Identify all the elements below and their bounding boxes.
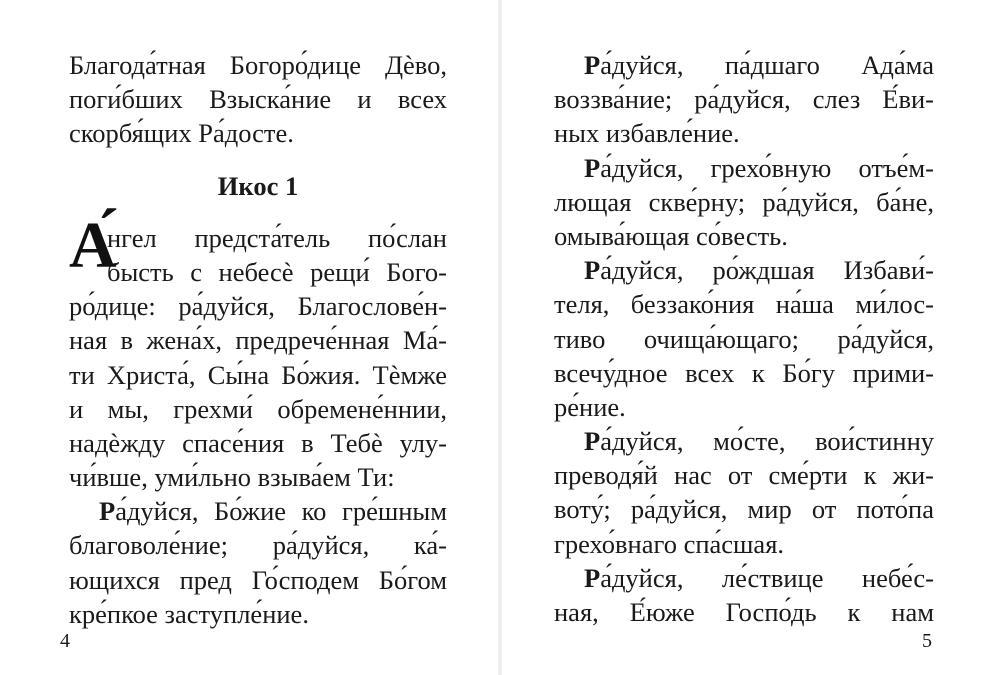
page-number-left: 4 (60, 630, 70, 652)
paragraph-line: грехо́внаго спа́сшая. (554, 528, 785, 559)
paragraph-line (554, 48, 934, 82)
rejoice-line: благоволе́ние; ра́дуйся, ка́- (69, 530, 447, 561)
paragraph-text: а́дуйся, па́дшаго Ада́ма (600, 50, 934, 80)
paragraph-line: тиво очища́ющаго; ра́дуйся, (554, 323, 934, 354)
paragraph-line: теля, беззако́ния на́ша ми́лос- (554, 289, 934, 320)
paragraph-line: лющая скве́рну; ра́дуйся, ба́не, (554, 186, 934, 217)
right-text-column (554, 48, 934, 629)
paragraph-initial: Р (584, 152, 601, 183)
rejoice-text: а́дуйся, Бо́жие ко гре́шным (115, 496, 447, 527)
paragraph-line: ная, Е́юже Госпо́дь к нам (554, 597, 934, 627)
section-heading: Икос 1 (217, 170, 299, 201)
intro-line: скорбя́щих Ра́досте. (69, 118, 294, 149)
paragraph-line: омыва́ющая со́весть. (554, 220, 788, 251)
paragraph-text: а́дуйся, грехо́вную отъе́м- (600, 152, 934, 183)
paragraph-initial: Р (584, 562, 601, 593)
paragraph-text: а́дуйся, ро́ждшая Избави́- (600, 255, 934, 286)
rejoice-line: кре́пкое заступле́ние. (69, 598, 309, 629)
paragraph-line (554, 561, 934, 595)
paragraph-line (554, 151, 934, 185)
page-number-right: 5 (922, 630, 932, 652)
paragraph-initial: Р (584, 50, 601, 80)
paragraph-line: преводя́й нас от сме́рти к жи- (554, 460, 934, 491)
rejoice-initial: Р (99, 496, 116, 527)
ikos-line: бысть с небесѐ рещи́ Бого- (107, 256, 447, 287)
intro-line: Благода́тная Богоро́дице Дѐво, (69, 50, 447, 80)
drop-cap: А́ (69, 208, 117, 282)
paragraph-text: а́дуйся, мо́сте, вои́стинну (600, 426, 934, 457)
paragraph-initial: Р (584, 426, 601, 457)
paragraph-line: ных избавле́ние. (554, 118, 740, 149)
paragraph-line: воту́; ра́дуйся, мир от пото́па (554, 494, 934, 525)
intro-line: поги́бших Взыска́ние и всех (69, 84, 447, 115)
paragraph-line: ре́ние. (554, 391, 626, 422)
ikos-line: и мы, грехми́ обремене́ннии, (69, 393, 447, 424)
ikos-line: нгел предста́тель по́слан (107, 222, 447, 253)
paragraph-line (554, 424, 934, 458)
paragraph-text: а́дуйся, ле́ствице небе́с- (600, 562, 934, 593)
ikos-line: чи́вше, уми́льно взыва́ем Ти: (69, 462, 395, 493)
paragraph-line (554, 253, 934, 287)
paragraph-line: всечу́дное всех к Бо́гу прими- (554, 357, 934, 388)
ikos-line: надѐжду спасе́ния в Тебѐ улу- (69, 427, 447, 458)
paragraph-initial: Р (584, 255, 601, 286)
ikos-line: ная в жена́х, предрече́нная Ма́- (69, 325, 447, 356)
ikos-line: ро́дице: ра́дуйся, Благослове́н- (69, 291, 447, 322)
ikos-line: ти Христа́, Сы́на Бо́жия. Тѐмже (69, 359, 447, 390)
rejoice-line: ющихся пред Го́сподем Бо́гом (69, 564, 447, 595)
paragraph-line: воззва́ние; ра́дуйся, слез Е́ви- (554, 84, 934, 115)
